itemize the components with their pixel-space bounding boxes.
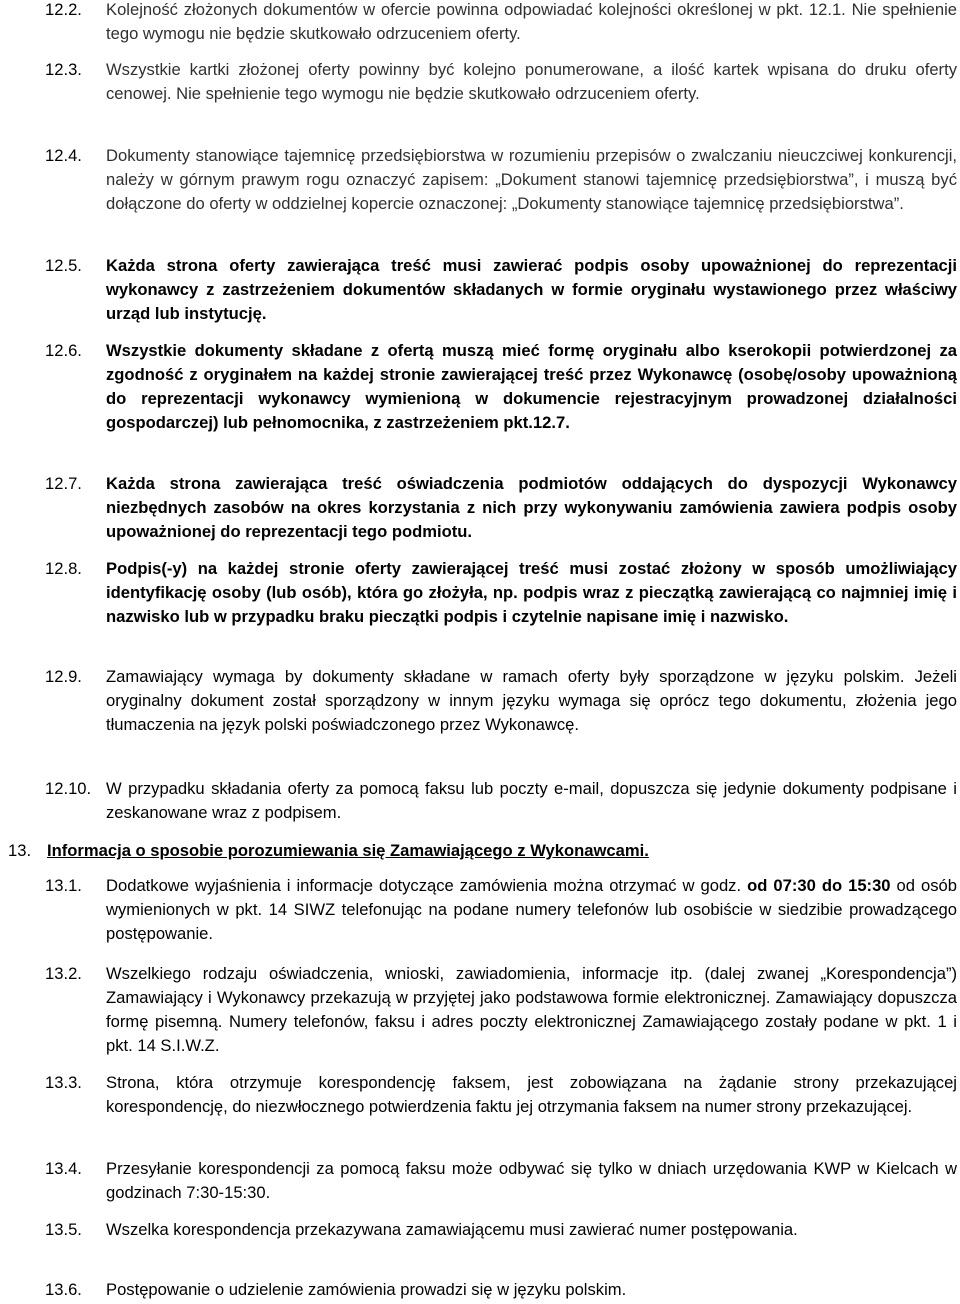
paragraph-number: 12.9. xyxy=(45,667,82,686)
paragraph-text: Kolejność złożonych dokumentów w ofercie powinna odpowiadać kolejności określonej w pkt. 12.1. Nie spełnienie tego wymogu nie będzie skutkowało odrzuceniem oferty. xyxy=(106,0,957,43)
paragraph-number: 12.10. xyxy=(45,779,92,798)
paragraph-12-9 xyxy=(45,665,957,737)
paragraph-12-3 xyxy=(45,58,957,106)
paragraph-text: Przesyłanie korespondencji za pomocą faksu może odbywać się tylko w dniach urzędowania KWP w Kielcach w godzinach 7:30-15:30. xyxy=(106,1159,957,1202)
paragraph-13-2 xyxy=(45,962,957,1058)
office-hours: od 07:30 do 15:30 xyxy=(747,876,891,895)
paragraph-number: 12.6. xyxy=(45,341,82,360)
section-number: 13. xyxy=(8,841,32,860)
paragraph-number: 13.3. xyxy=(45,1073,82,1092)
paragraph-text: Każda strona zawierająca treść oświadczenia podmiotów oddających do dyspozycji Wykonawcy niezbędnych zasobów na okres korzystania z nich przy wykonywaniu zamówienia zawiera podpis osoby upoważnionej do reprezentacji tego podmiotu. xyxy=(106,474,957,541)
paragraph-12-4 xyxy=(45,144,957,216)
section-13-heading xyxy=(8,839,948,863)
paragraph-text: Strona, która otrzymuje korespondencję faksem, jest zobowiązana na żądanie strony przekazującej korespondencję, do niezwłocznego potwierdzenia faktu jej otrzymania faksem na numer strony przekazującej. xyxy=(106,1073,957,1116)
paragraph-13-6 xyxy=(45,1278,957,1302)
paragraph-text: Każda strona oferty zawierająca treść musi zawierać podpis osoby upoważnionej do reprezentacji wykonawcy z zastrzeżeniem dokumentów składanych w formie oryginału wystawionego przez właściwy urząd lub instytucję. xyxy=(106,256,957,323)
paragraph-text: Wszystkie dokumenty składane z ofertą muszą mieć formę oryginału albo kserokopii potwierdzonej za zgodność z oryginałem na każdej stronie zawierającej treść przez Wykonawcę (osobę/osoby upoważnioną do reprezentacji wykonawcy wymienioną w dokumencie rejestracyjnym prowadzonej działalności gospodarczej) lub pełnomocnika, z zastrzeżeniem pkt.12.7. xyxy=(106,341,957,432)
paragraph-13-4 xyxy=(45,1157,957,1205)
paragraph-12-2 xyxy=(45,0,957,46)
paragraph-12-6 xyxy=(45,339,957,435)
paragraph-number: 13.6. xyxy=(45,1280,82,1299)
paragraph-text: Postępowanie o udzielenie zamówienia prowadzi się w języku polskim. xyxy=(106,1280,627,1299)
paragraph-text-part: od osób wymienionych w pkt. 14 SIWZ telefonując na podane numery telefonów lub osobiście w siedzibie prowadzącego postępowanie. xyxy=(106,876,957,943)
paragraph-13-5 xyxy=(45,1218,957,1242)
paragraph-text-part: Dodatkowe wyjaśnienia i informacje dotyczące zamówienia można otrzymać w godz. xyxy=(106,876,748,895)
paragraph-13-1 xyxy=(45,874,957,946)
paragraph-number: 13.5. xyxy=(45,1220,82,1239)
paragraph-text: W przypadku składania oferty za pomocą faksu lub poczty e-mail, dopuszcza się jedynie dokumenty podpisane i zeskanowane wraz z podpisem. xyxy=(106,779,957,822)
paragraph-12-8 xyxy=(45,557,957,629)
paragraph-number: 12.7. xyxy=(45,474,82,493)
paragraph-text xyxy=(106,874,957,946)
paragraph-number: 13.1. xyxy=(45,876,82,895)
paragraph-text: Zamawiający wymaga by dokumenty składane w ramach oferty były sporządzone w języku polskim. Jeżeli oryginalny dokument został sporządzony w innym języku wymaga się oprócz tego dokumentu, złożenia jego tłumaczenia na język polski poświadczonego przez Wykonawcę. xyxy=(106,667,957,734)
paragraph-text: Wszelka korespondencja przekazywana zamawiającemu musi zawierać numer postępowania. xyxy=(106,1220,798,1239)
paragraph-text: Podpis(-y) na każdej stronie oferty zawierającej treść musi zostać złożony w sposób umożliwiający identyfikację osoby (lub osób), która go złożyła, np. podpis wraz z pieczątką zawierającą co najmniej imię i nazwisko lub w przypadku braku pieczątki podpis i czytelnie napisane imię i nazwisko. xyxy=(106,559,957,626)
paragraph-13-3 xyxy=(45,1071,957,1119)
paragraph-number: 12.8. xyxy=(45,559,82,578)
paragraph-12-7 xyxy=(45,472,957,544)
paragraph-number: 13.4. xyxy=(45,1159,82,1178)
paragraph-12-10 xyxy=(45,777,957,825)
section-title: Informacja o sposobie porozumiewania się Zamawiającego z Wykonawcami. xyxy=(47,841,649,860)
paragraph-number: 12.4. xyxy=(45,146,82,165)
paragraph-number: 12.5. xyxy=(45,256,82,275)
paragraph-number: 13.2. xyxy=(45,964,82,983)
paragraph-text: Wszelkiego rodzaju oświadczenia, wnioski, zawiadomienia, informacje itp. (dalej zwanej „Korespondencja”) Zamawiający i Wykonawcy przekazują w przyjętej jako podstawowa formie elektronicznej. Zamawiający dopuszcza formę pisemną. Numery telefonów, faksu i adres poczty elektronicznej Zamawiającego zostały podane w pkt. 1 i pkt. 14 S.I.W.Z. xyxy=(106,964,957,1055)
paragraph-text: Dokumenty stanowiące tajemnicę przedsiębiorstwa w rozumieniu przepisów o zwalczaniu nieuczciwej konkurencji, należy w górnym prawym rogu oznaczyć zapisem: „Dokument stanowi tajemnicę przedsiębiorstwa”, i muszą być dołączone do oferty w oddzielnej kopercie oznaczonej: „Dokumenty stanowiące tajemnicę przedsiębiorstwa”. xyxy=(106,146,957,213)
paragraph-12-5 xyxy=(45,254,957,326)
paragraph-text: Wszystkie kartki złożonej oferty powinny być kolejno ponumerowane, a ilość kartek wpisana do druku oferty cenowej. Nie spełnienie tego wymogu nie będzie skutkowało odrzuceniem oferty. xyxy=(106,60,957,103)
paragraph-number: 12.2. xyxy=(45,0,82,19)
paragraph-number: 12.3. xyxy=(45,60,82,79)
